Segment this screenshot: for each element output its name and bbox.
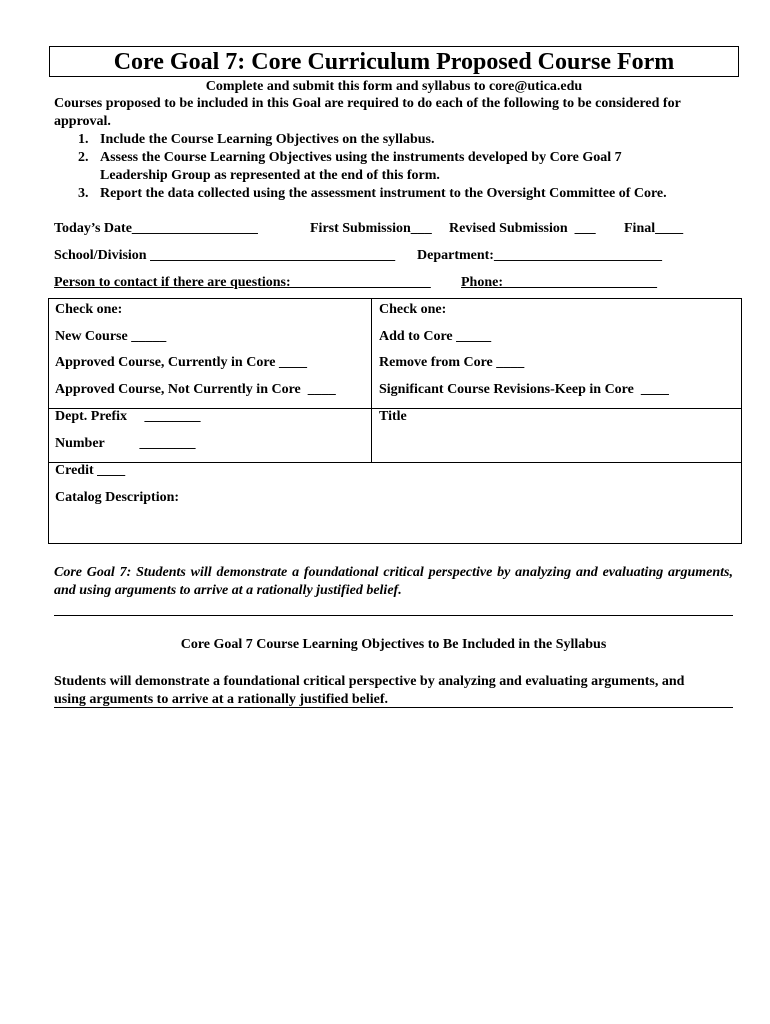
intro-line-1: Courses proposed to be included in this Goal are required to do each of the following to be considered for	[54, 96, 681, 111]
final-field[interactable]: Final____	[624, 221, 684, 236]
add-to-core-option[interactable]: Add to Core _____	[379, 329, 492, 344]
section-divider	[54, 615, 733, 616]
form-subtitle: Complete and submit this form and syllabus to core@utica.edu	[205, 79, 583, 94]
requirement-2-text: Assess the Course Learning Objectives using the instruments developed by Core Goal 7	[100, 150, 622, 165]
credit-field[interactable]: Credit ____	[55, 463, 126, 478]
dept-prefix-field[interactable]: Dept. Prefix ________	[55, 409, 201, 424]
title-field[interactable]: Title	[379, 409, 407, 424]
table-divider-2	[49, 462, 741, 463]
goal-statement: Core Goal 7: Students will demonstrate a foundational critical perspective by analyzing and evaluating arguments, and using arguments to arrive at a rationally justified belief.	[54, 565, 733, 598]
significant-revisions-option[interactable]: Significant Course Revisions-Keep in Core ____	[379, 382, 669, 397]
phone-field[interactable]: Phone:______________________	[461, 275, 657, 290]
new-course-option[interactable]: New Course _____	[55, 329, 167, 344]
requirement-3-number: 3.	[78, 186, 89, 201]
requirement-3-text: Report the data collected using the assessment instrument to the Oversight Committee of Core.	[100, 186, 667, 201]
requirement-1-text: Include the Course Learning Objectives on the syllabus.	[100, 132, 435, 147]
approved-not-current-option[interactable]: Approved Course, Not Currently in Core ____	[55, 382, 336, 397]
objective-underline	[54, 707, 733, 708]
requirement-2-continued: Leadership Group as represented at the end of this form.	[100, 168, 440, 183]
school-division-field[interactable]: School/Division ___________________________________	[54, 248, 396, 263]
objective-line-2: using arguments to arrive at a rationally justified belief.	[54, 692, 389, 707]
objective-line-1: Students will demonstrate a foundational critical perspective by analyzing and evaluating arguments, and	[54, 674, 685, 689]
left-check-one-label: Check one:	[55, 302, 123, 317]
person-contact-field[interactable]: Person to contact if there are questions: ___________________	[54, 275, 431, 290]
objectives-heading: Core Goal 7 Course Learning Objectives to Be Included in the Syllabus	[180, 637, 607, 652]
remove-from-core-option[interactable]: Remove from Core ____	[379, 355, 525, 370]
requirement-2-number: 2.	[78, 150, 89, 165]
right-check-one-label: Check one:	[379, 302, 447, 317]
number-field[interactable]: Number ________	[55, 436, 196, 451]
first-submission-field[interactable]: First Submission___	[310, 221, 432, 236]
todays-date-field[interactable]: Today’s Date__________________	[54, 221, 258, 236]
department-field[interactable]: Department:________________________	[417, 248, 662, 263]
approved-current-option[interactable]: Approved Course, Currently in Core ____	[55, 355, 307, 370]
requirement-1-number: 1.	[78, 132, 89, 147]
table-divider-vertical	[371, 299, 372, 463]
intro-line-2: approval.	[54, 114, 111, 129]
course-info-table	[48, 298, 742, 544]
form-title: Core Goal 7: Core Curriculum Proposed Course Form	[49, 46, 739, 77]
objective-text	[54, 673, 733, 709]
catalog-description-field[interactable]: Catalog Description:	[55, 490, 180, 505]
revised-submission-field[interactable]: Revised Submission ___	[449, 221, 596, 236]
